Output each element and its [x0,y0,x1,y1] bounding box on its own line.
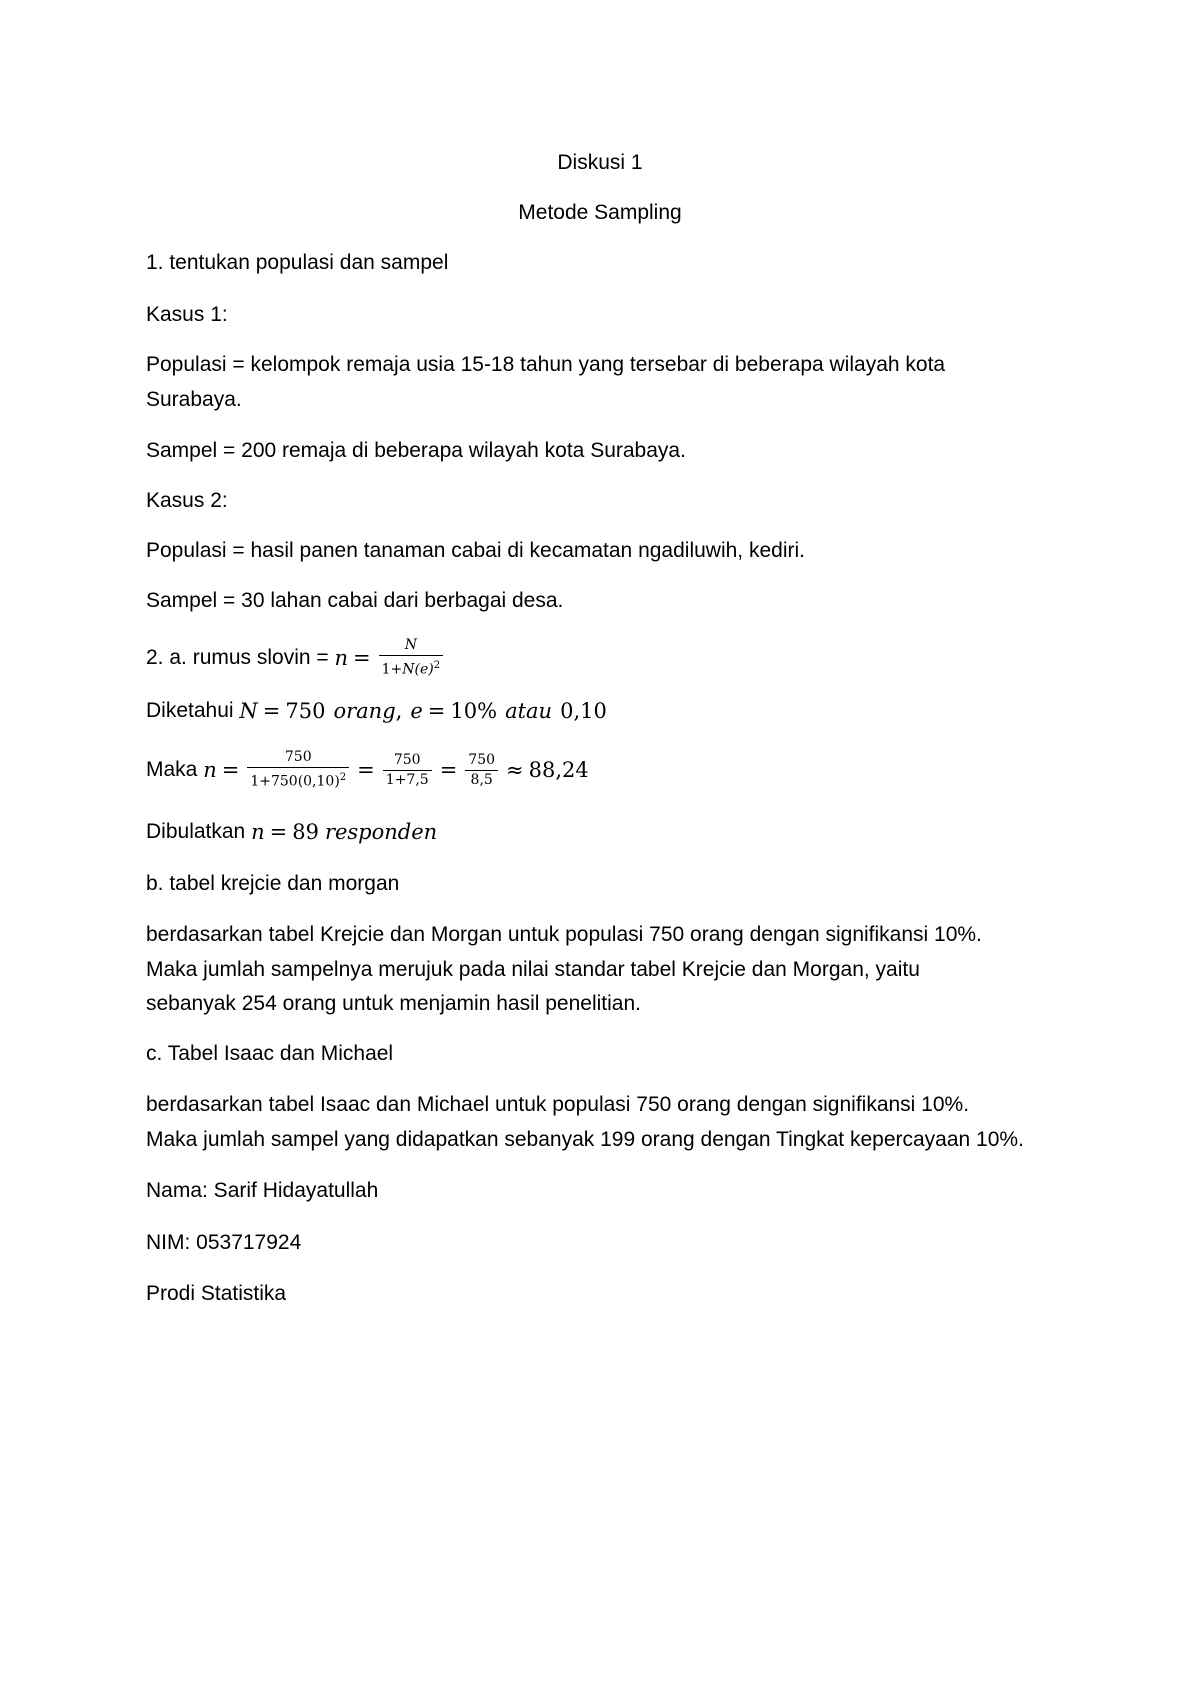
den-e: (e) [414,661,434,678]
document-subtitle: Metode Sampling [518,201,682,224]
comma: , [395,699,403,723]
q2c-line2: Maka jumlah sampel yang didapatkan sebanyak 199 orang dengan Tingkat kepercayaan 10%. [146,1128,1024,1151]
kasus1-sampel: Sampel = 200 remaja di beberapa wilayah kota Surabaya. [146,439,686,462]
fraction-1-numerator: 750 [284,749,312,766]
fraction-2 [383,752,432,789]
fraction-1 [247,749,349,791]
maka-line [146,750,589,790]
equals-sign: = [269,820,288,844]
equals-sign: = [357,758,375,782]
kasus2-label: Kasus 2: [146,489,228,512]
diketahui-e: e [410,699,423,723]
kasus1-populasi-line2: Surabaya. [146,388,242,411]
q2c-line1: berdasarkan tabel Isaac dan Michael untuk populasi 750 orang dengan signifikansi 10%. [146,1093,970,1116]
maka-n: n [203,758,217,782]
kasus1-populasi-line1: Populasi = kelompok remaja usia 15-18 tahun yang tersebar di beberapa wilayah kota [146,353,946,376]
den-prefix: 1+ [381,661,403,678]
slovin-label: 2. a. rumus slovin = [146,646,335,669]
document-title: Diskusi 1 [557,151,643,174]
q2b-heading: b. tabel krejcie dan morgan [146,872,400,895]
slovin-fraction [379,637,443,679]
kasus2-populasi: Populasi = hasil panen tanaman cabai di kecamatan ngadiluwih, kediri. [146,539,805,562]
slovin-formula-line [146,638,446,678]
dibulatkan-89: 89 [292,820,319,844]
diketahui-10-percent: 10% [450,699,498,723]
equals-sign: = [353,646,371,670]
identity-nim: NIM: 053717924 [146,1231,302,1254]
equals-sign: = [427,699,446,723]
maka-label: Maka [146,758,204,781]
q2b-line1: berdasarkan tabel Krejcie dan Morgan untuk populasi 750 orang dengan signifikansi 10%. [146,923,982,946]
kasus2-sampel: Sampel = 30 lahan cabai dari berbagai desa. [146,589,564,612]
equals-sign: = [262,699,281,723]
slovin-result: 88,24 [528,758,589,782]
f1-exponent: 2 [339,772,347,784]
diketahui-N: N [239,699,258,723]
fraction-2-denominator: 1+7,5 [385,771,429,788]
dibulatkan-responden: responden [324,820,438,844]
diketahui-orang: orang [333,699,396,723]
diketahui-atau: atau [505,699,553,723]
q2b-line2: Maka jumlah sampelnya merujuk pada nilai standar tabel Krejcie dan Morgan, yaitu [146,958,920,981]
slovin-denominator [379,656,443,679]
diketahui-line [146,693,607,729]
q2c-heading: c. Tabel Isaac dan Michael [146,1042,394,1065]
q1-heading: 1. tentukan populasi dan sampel [146,251,449,274]
approx-sign: ≈ [506,758,524,782]
diketahui-010: 0,10 [560,699,607,723]
diketahui-label: Diketahui [146,699,240,722]
slovin-n: n [334,646,349,670]
fraction-3 [465,752,498,789]
fraction-3-numerator: 750 [468,751,496,768]
kasus1-label: Kasus 1: [146,303,228,326]
slovin-numerator: N [404,637,417,654]
fraction-3-denominator: 8,5 [470,771,493,788]
dibulatkan-label: Dibulatkan [146,820,252,843]
fraction-1-denominator [247,768,349,791]
f1-den-text: 1+750(0,10) [250,773,340,790]
dibulatkan-n: n [251,820,265,844]
q2b-line3: sebanyak 254 orang untuk menjamin hasil penelitian. [146,992,641,1015]
diketahui-750: 750 [285,699,326,723]
den-N: N [402,661,415,678]
equals-sign: = [221,758,240,782]
identity-prodi: Prodi Statistika [146,1282,287,1305]
identity-nama: Nama: Sarif Hidayatullah [146,1179,379,1202]
fraction-2-numerator: 750 [393,751,421,768]
den-exponent: 2 [433,660,441,672]
equals-sign: = [439,758,458,782]
dibulatkan-line [146,814,437,850]
